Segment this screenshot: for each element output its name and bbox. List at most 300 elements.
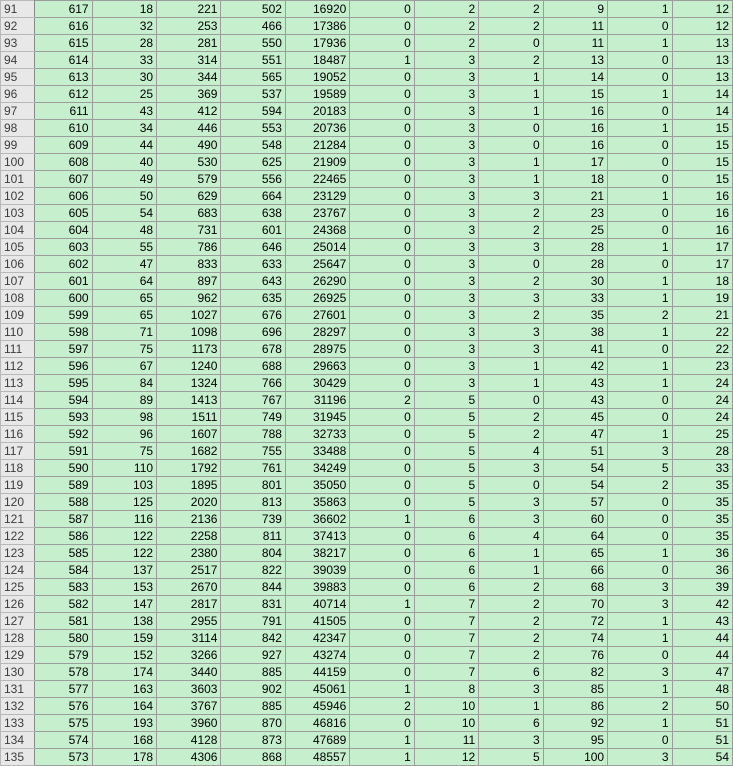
cell[interactable]: 3 xyxy=(608,443,672,460)
cell[interactable]: 33488 xyxy=(285,443,349,460)
row-header[interactable]: 93 xyxy=(1,35,35,52)
cell[interactable]: 48557 xyxy=(285,749,349,766)
row-header[interactable]: 128 xyxy=(1,630,35,647)
cell[interactable]: 3 xyxy=(414,324,478,341)
cell[interactable]: 3 xyxy=(608,749,672,766)
cell[interactable]: 0 xyxy=(350,239,414,256)
cell[interactable]: 0 xyxy=(608,341,672,358)
cell[interactable]: 2 xyxy=(479,579,543,596)
cell[interactable]: 13 xyxy=(672,52,732,69)
cell[interactable]: 3 xyxy=(414,239,478,256)
cell[interactable]: 588 xyxy=(35,494,92,511)
cell[interactable]: 593 xyxy=(35,409,92,426)
cell[interactable]: 1 xyxy=(608,290,672,307)
cell[interactable]: 596 xyxy=(35,358,92,375)
cell[interactable]: 193 xyxy=(92,715,156,732)
cell[interactable]: 594 xyxy=(221,103,285,120)
cell[interactable]: 5 xyxy=(414,426,478,443)
cell[interactable]: 34249 xyxy=(285,460,349,477)
cell[interactable]: 1 xyxy=(608,35,672,52)
cell[interactable]: 18 xyxy=(92,1,156,18)
cell[interactable]: 2380 xyxy=(157,545,221,562)
cell[interactable]: 2 xyxy=(479,647,543,664)
cell[interactable]: 0 xyxy=(479,35,543,52)
cell[interactable]: 3 xyxy=(414,290,478,307)
cell[interactable]: 0 xyxy=(350,188,414,205)
cell[interactable]: 2670 xyxy=(157,579,221,596)
cell[interactable]: 1 xyxy=(479,562,543,579)
cell[interactable]: 11 xyxy=(414,732,478,749)
cell[interactable]: 51 xyxy=(672,715,732,732)
cell[interactable]: 28975 xyxy=(285,341,349,358)
cell[interactable]: 902 xyxy=(221,681,285,698)
cell[interactable]: 0 xyxy=(608,562,672,579)
cell[interactable]: 22 xyxy=(672,324,732,341)
cell[interactable]: 54 xyxy=(543,460,607,477)
cell[interactable]: 0 xyxy=(608,494,672,511)
cell[interactable]: 174 xyxy=(92,664,156,681)
cell[interactable]: 31196 xyxy=(285,392,349,409)
cell[interactable]: 15 xyxy=(672,120,732,137)
cell[interactable]: 159 xyxy=(92,630,156,647)
cell[interactable]: 573 xyxy=(35,749,92,766)
cell[interactable]: 153 xyxy=(92,579,156,596)
cell[interactable]: 0 xyxy=(608,409,672,426)
cell[interactable]: 18 xyxy=(672,273,732,290)
cell[interactable]: 23 xyxy=(672,358,732,375)
cell[interactable]: 163 xyxy=(92,681,156,698)
row-header[interactable]: 122 xyxy=(1,528,35,545)
cell[interactable]: 581 xyxy=(35,613,92,630)
cell[interactable]: 12 xyxy=(414,749,478,766)
cell[interactable]: 314 xyxy=(157,52,221,69)
cell[interactable]: 22465 xyxy=(285,171,349,188)
cell[interactable]: 0 xyxy=(479,392,543,409)
cell[interactable]: 1 xyxy=(479,154,543,171)
cell[interactable]: 2 xyxy=(608,698,672,715)
cell[interactable]: 0 xyxy=(350,307,414,324)
cell[interactable]: 1 xyxy=(479,545,543,562)
cell[interactable]: 35050 xyxy=(285,477,349,494)
cell[interactable]: 0 xyxy=(608,647,672,664)
cell[interactable]: 683 xyxy=(157,205,221,222)
cell[interactable]: 36602 xyxy=(285,511,349,528)
row-header[interactable]: 126 xyxy=(1,596,35,613)
cell[interactable]: 0 xyxy=(350,528,414,545)
cell[interactable]: 85 xyxy=(543,681,607,698)
cell[interactable]: 0 xyxy=(350,324,414,341)
cell[interactable]: 147 xyxy=(92,596,156,613)
cell[interactable]: 2 xyxy=(479,1,543,18)
cell[interactable]: 24 xyxy=(672,409,732,426)
cell[interactable]: 39 xyxy=(672,579,732,596)
cell[interactable]: 4306 xyxy=(157,749,221,766)
cell[interactable]: 2 xyxy=(479,307,543,324)
cell[interactable]: 0 xyxy=(350,18,414,35)
cell[interactable]: 27601 xyxy=(285,307,349,324)
cell[interactable]: 45946 xyxy=(285,698,349,715)
cell[interactable]: 0 xyxy=(350,443,414,460)
row-header[interactable]: 103 xyxy=(1,205,35,222)
cell[interactable]: 844 xyxy=(221,579,285,596)
cell[interactable]: 885 xyxy=(221,698,285,715)
cell[interactable]: 2 xyxy=(479,52,543,69)
cell[interactable]: 592 xyxy=(35,426,92,443)
cell[interactable]: 8 xyxy=(414,681,478,698)
cell[interactable]: 5 xyxy=(414,460,478,477)
cell[interactable]: 606 xyxy=(35,188,92,205)
cell[interactable]: 122 xyxy=(92,545,156,562)
cell[interactable]: 1 xyxy=(479,103,543,120)
cell[interactable]: 7 xyxy=(414,613,478,630)
cell[interactable]: 75 xyxy=(92,341,156,358)
row-header[interactable]: 135 xyxy=(1,749,35,766)
cell[interactable]: 64 xyxy=(543,528,607,545)
cell[interactable]: 4 xyxy=(479,443,543,460)
cell[interactable]: 0 xyxy=(350,341,414,358)
cell[interactable]: 3 xyxy=(414,188,478,205)
cell[interactable]: 44 xyxy=(672,647,732,664)
cell[interactable]: 2 xyxy=(414,1,478,18)
cell[interactable]: 3 xyxy=(414,358,478,375)
cell[interactable]: 589 xyxy=(35,477,92,494)
cell[interactable]: 1 xyxy=(479,698,543,715)
cell[interactable]: 110 xyxy=(92,460,156,477)
cell[interactable]: 625 xyxy=(221,154,285,171)
cell[interactable]: 43274 xyxy=(285,647,349,664)
cell[interactable]: 40714 xyxy=(285,596,349,613)
row-header[interactable]: 123 xyxy=(1,545,35,562)
cell[interactable]: 16 xyxy=(672,222,732,239)
cell[interactable]: 1 xyxy=(608,681,672,698)
row-header[interactable]: 95 xyxy=(1,69,35,86)
cell[interactable]: 281 xyxy=(157,35,221,52)
cell[interactable]: 0 xyxy=(608,732,672,749)
cell[interactable]: 138 xyxy=(92,613,156,630)
cell[interactable]: 591 xyxy=(35,443,92,460)
cell[interactable]: 0 xyxy=(608,18,672,35)
cell[interactable]: 0 xyxy=(608,528,672,545)
cell[interactable]: 43 xyxy=(672,613,732,630)
cell[interactable]: 12 xyxy=(672,18,732,35)
cell[interactable]: 7 xyxy=(414,647,478,664)
cell[interactable]: 34 xyxy=(92,120,156,137)
cell[interactable]: 1098 xyxy=(157,324,221,341)
cell[interactable]: 46816 xyxy=(285,715,349,732)
cell[interactable]: 3 xyxy=(608,664,672,681)
cell[interactable]: 586 xyxy=(35,528,92,545)
cell[interactable]: 24 xyxy=(672,392,732,409)
cell[interactable]: 3440 xyxy=(157,664,221,681)
cell[interactable]: 369 xyxy=(157,86,221,103)
cell[interactable]: 0 xyxy=(350,86,414,103)
cell[interactable]: 82 xyxy=(543,664,607,681)
cell[interactable]: 548 xyxy=(221,137,285,154)
cell[interactable]: 3 xyxy=(414,273,478,290)
cell[interactable]: 37413 xyxy=(285,528,349,545)
cell[interactable]: 582 xyxy=(35,596,92,613)
cell[interactable]: 16 xyxy=(543,137,607,154)
cell[interactable]: 1240 xyxy=(157,358,221,375)
cell[interactable]: 1 xyxy=(608,324,672,341)
cell[interactable]: 5 xyxy=(414,392,478,409)
cell[interactable]: 65 xyxy=(543,545,607,562)
cell[interactable]: 0 xyxy=(350,273,414,290)
cell[interactable]: 3 xyxy=(414,171,478,188)
cell[interactable]: 10 xyxy=(414,698,478,715)
cell[interactable]: 602 xyxy=(35,256,92,273)
cell[interactable]: 1792 xyxy=(157,460,221,477)
cell[interactable]: 822 xyxy=(221,562,285,579)
cell[interactable]: 3 xyxy=(414,86,478,103)
cell[interactable]: 0 xyxy=(350,256,414,273)
cell[interactable]: 1 xyxy=(608,630,672,647)
cell[interactable]: 39039 xyxy=(285,562,349,579)
row-header[interactable]: 112 xyxy=(1,358,35,375)
cell[interactable]: 6 xyxy=(414,545,478,562)
cell[interactable]: 1 xyxy=(350,52,414,69)
cell[interactable]: 0 xyxy=(350,375,414,392)
cell[interactable]: 5 xyxy=(414,443,478,460)
cell[interactable]: 788 xyxy=(221,426,285,443)
cell[interactable]: 609 xyxy=(35,137,92,154)
cell[interactable]: 16 xyxy=(672,205,732,222)
cell[interactable]: 577 xyxy=(35,681,92,698)
cell[interactable]: 612 xyxy=(35,86,92,103)
cell[interactable]: 15 xyxy=(672,171,732,188)
cell[interactable]: 2 xyxy=(350,392,414,409)
cell[interactable]: 1 xyxy=(350,749,414,766)
cell[interactable]: 42 xyxy=(543,358,607,375)
cell[interactable]: 15 xyxy=(672,137,732,154)
cell[interactable]: 0 xyxy=(608,222,672,239)
cell[interactable]: 11 xyxy=(543,35,607,52)
cell[interactable]: 15 xyxy=(543,86,607,103)
cell[interactable]: 595 xyxy=(35,375,92,392)
cell[interactable]: 51 xyxy=(672,732,732,749)
cell[interactable]: 786 xyxy=(157,239,221,256)
cell[interactable]: 1 xyxy=(479,86,543,103)
cell[interactable]: 71 xyxy=(92,324,156,341)
cell[interactable]: 1 xyxy=(608,120,672,137)
cell[interactable]: 28 xyxy=(92,35,156,52)
cell[interactable]: 25 xyxy=(672,426,732,443)
cell[interactable]: 7 xyxy=(414,630,478,647)
cell[interactable]: 696 xyxy=(221,324,285,341)
cell[interactable]: 0 xyxy=(350,154,414,171)
cell[interactable]: 2 xyxy=(479,426,543,443)
cell[interactable]: 0 xyxy=(350,222,414,239)
cell[interactable]: 3 xyxy=(414,69,478,86)
cell[interactable]: 767 xyxy=(221,392,285,409)
cell[interactable]: 65 xyxy=(92,290,156,307)
cell[interactable]: 0 xyxy=(350,579,414,596)
cell[interactable]: 33 xyxy=(543,290,607,307)
cell[interactable]: 2 xyxy=(479,613,543,630)
cell[interactable]: 35 xyxy=(672,477,732,494)
cell[interactable]: 597 xyxy=(35,341,92,358)
cell[interactable]: 86 xyxy=(543,698,607,715)
cell[interactable]: 3 xyxy=(479,341,543,358)
cell[interactable]: 3 xyxy=(479,732,543,749)
cell[interactable]: 601 xyxy=(221,222,285,239)
cell[interactable]: 0 xyxy=(350,647,414,664)
cell[interactable]: 1 xyxy=(608,1,672,18)
row-header[interactable]: 114 xyxy=(1,392,35,409)
cell[interactable]: 3 xyxy=(608,596,672,613)
cell[interactable]: 1 xyxy=(608,545,672,562)
cell[interactable]: 574 xyxy=(35,732,92,749)
cell[interactable]: 5 xyxy=(414,477,478,494)
cell[interactable]: 1 xyxy=(479,358,543,375)
cell[interactable]: 5 xyxy=(414,409,478,426)
cell[interactable]: 3 xyxy=(479,290,543,307)
cell[interactable]: 1 xyxy=(608,273,672,290)
cell[interactable]: 6 xyxy=(414,528,478,545)
row-header[interactable]: 106 xyxy=(1,256,35,273)
row-header[interactable]: 111 xyxy=(1,341,35,358)
cell[interactable]: 3603 xyxy=(157,681,221,698)
cell[interactable]: 1 xyxy=(479,375,543,392)
cell[interactable]: 44 xyxy=(92,137,156,154)
cell[interactable]: 1 xyxy=(608,375,672,392)
cell[interactable]: 38217 xyxy=(285,545,349,562)
cell[interactable]: 2020 xyxy=(157,494,221,511)
cell[interactable]: 49 xyxy=(92,171,156,188)
cell[interactable]: 1 xyxy=(350,681,414,698)
cell[interactable]: 0 xyxy=(350,290,414,307)
row-header[interactable]: 117 xyxy=(1,443,35,460)
cell[interactable]: 600 xyxy=(35,290,92,307)
cell[interactable]: 15 xyxy=(672,154,732,171)
cell[interactable]: 2817 xyxy=(157,596,221,613)
cell[interactable]: 21909 xyxy=(285,154,349,171)
cell[interactable]: 35 xyxy=(543,307,607,324)
cell[interactable]: 766 xyxy=(221,375,285,392)
cell[interactable]: 2517 xyxy=(157,562,221,579)
cell[interactable]: 35863 xyxy=(285,494,349,511)
cell[interactable]: 831 xyxy=(221,596,285,613)
cell[interactable]: 65 xyxy=(92,307,156,324)
cell[interactable]: 41 xyxy=(543,341,607,358)
cell[interactable]: 1 xyxy=(608,426,672,443)
cell[interactable]: 55 xyxy=(92,239,156,256)
cell[interactable]: 74 xyxy=(543,630,607,647)
cell[interactable]: 3 xyxy=(479,494,543,511)
cell[interactable]: 1895 xyxy=(157,477,221,494)
cell[interactable]: 3 xyxy=(414,205,478,222)
cell[interactable]: 576 xyxy=(35,698,92,715)
cell[interactable]: 48 xyxy=(672,681,732,698)
cell[interactable]: 47689 xyxy=(285,732,349,749)
cell[interactable]: 1511 xyxy=(157,409,221,426)
cell[interactable]: 54 xyxy=(672,749,732,766)
cell[interactable]: 92 xyxy=(543,715,607,732)
cell[interactable]: 5 xyxy=(414,494,478,511)
cell[interactable]: 47 xyxy=(92,256,156,273)
cell[interactable]: 76 xyxy=(543,647,607,664)
cell[interactable]: 607 xyxy=(35,171,92,188)
cell[interactable]: 19 xyxy=(672,290,732,307)
cell[interactable]: 1173 xyxy=(157,341,221,358)
cell[interactable]: 584 xyxy=(35,562,92,579)
cell[interactable]: 0 xyxy=(350,171,414,188)
cell[interactable]: 47 xyxy=(543,426,607,443)
cell[interactable]: 51 xyxy=(543,443,607,460)
cell[interactable]: 1 xyxy=(479,69,543,86)
cell[interactable]: 873 xyxy=(221,732,285,749)
cell[interactable]: 3 xyxy=(414,256,478,273)
cell[interactable]: 1607 xyxy=(157,426,221,443)
cell[interactable]: 75 xyxy=(92,443,156,460)
cell[interactable]: 1 xyxy=(608,613,672,630)
cell[interactable]: 633 xyxy=(221,256,285,273)
cell[interactable]: 761 xyxy=(221,460,285,477)
cell[interactable]: 6 xyxy=(414,562,478,579)
cell[interactable]: 7 xyxy=(414,596,478,613)
row-header[interactable]: 127 xyxy=(1,613,35,630)
cell[interactable]: 615 xyxy=(35,35,92,52)
cell[interactable]: 21284 xyxy=(285,137,349,154)
cell[interactable]: 598 xyxy=(35,324,92,341)
cell[interactable]: 48 xyxy=(92,222,156,239)
cell[interactable]: 601 xyxy=(35,273,92,290)
cell[interactable]: 599 xyxy=(35,307,92,324)
row-header[interactable]: 119 xyxy=(1,477,35,494)
cell[interactable]: 28 xyxy=(543,256,607,273)
cell[interactable]: 804 xyxy=(221,545,285,562)
cell[interactable]: 962 xyxy=(157,290,221,307)
cell[interactable]: 6 xyxy=(414,511,478,528)
cell[interactable]: 688 xyxy=(221,358,285,375)
cell[interactable]: 42 xyxy=(672,596,732,613)
cell[interactable]: 13 xyxy=(672,69,732,86)
cell[interactable]: 2 xyxy=(608,477,672,494)
cell[interactable]: 41505 xyxy=(285,613,349,630)
cell[interactable]: 11 xyxy=(543,18,607,35)
cell[interactable]: 35 xyxy=(672,528,732,545)
cell[interactable]: 3 xyxy=(414,120,478,137)
cell[interactable]: 253 xyxy=(157,18,221,35)
cell[interactable]: 791 xyxy=(221,613,285,630)
cell[interactable]: 64 xyxy=(92,273,156,290)
cell[interactable]: 29663 xyxy=(285,358,349,375)
cell[interactable]: 18 xyxy=(543,171,607,188)
cell[interactable]: 0 xyxy=(350,562,414,579)
row-header[interactable]: 94 xyxy=(1,52,35,69)
cell[interactable]: 125 xyxy=(92,494,156,511)
cell[interactable]: 6 xyxy=(414,579,478,596)
cell[interactable]: 550 xyxy=(221,35,285,52)
row-header[interactable]: 108 xyxy=(1,290,35,307)
cell[interactable]: 4 xyxy=(479,528,543,545)
cell[interactable]: 0 xyxy=(479,256,543,273)
cell[interactable]: 25014 xyxy=(285,239,349,256)
cell[interactable]: 3 xyxy=(479,511,543,528)
cell[interactable]: 33 xyxy=(92,52,156,69)
cell[interactable]: 33 xyxy=(672,460,732,477)
cell[interactable]: 98 xyxy=(92,409,156,426)
cell[interactable]: 5 xyxy=(608,460,672,477)
cell[interactable]: 3 xyxy=(479,324,543,341)
cell[interactable]: 36 xyxy=(672,562,732,579)
cell[interactable]: 885 xyxy=(221,664,285,681)
cell[interactable]: 0 xyxy=(479,477,543,494)
cell[interactable]: 0 xyxy=(350,664,414,681)
cell[interactable]: 842 xyxy=(221,630,285,647)
cell[interactable]: 3 xyxy=(414,137,478,154)
cell[interactable]: 2 xyxy=(479,18,543,35)
